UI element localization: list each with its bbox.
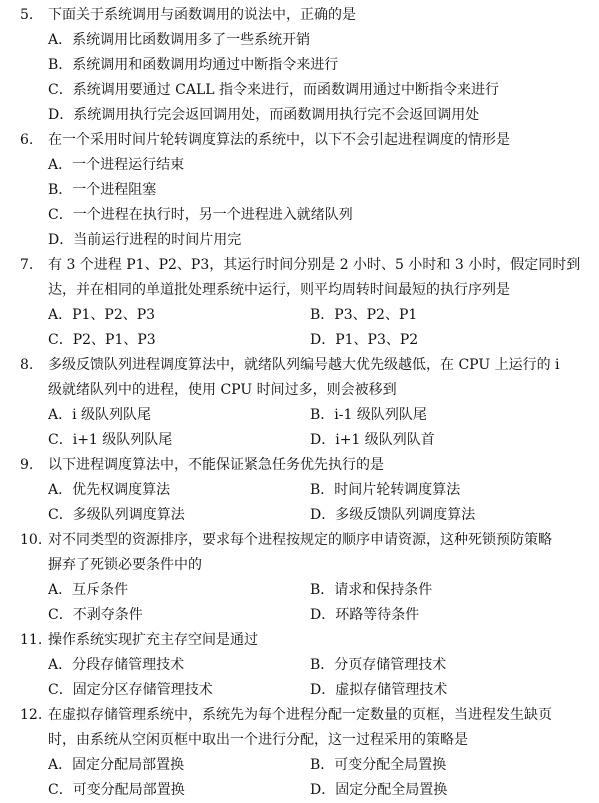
- answer-option: C．固定分区存储管理技术: [48, 682, 213, 698]
- question-stem-continuation: 时，由系统从空闲页框中取出一个进行分配，这一过程采用的策略是: [48, 732, 468, 748]
- answer-option-row: [0, 753, 599, 778]
- question-stem: [0, 3, 599, 28]
- answer-option: D．多级反馈队列调度算法: [310, 507, 476, 523]
- answer-option: B．P3、P2、P1: [310, 307, 418, 323]
- answer-option: C．不剥夺条件: [48, 607, 143, 623]
- question-stem: [0, 528, 599, 553]
- question-number: 12.: [20, 707, 43, 723]
- question-stem-text: 在虚拟存储管理系统中，系统先为每个进程分配一定数量的页框，当进程发生缺页: [48, 707, 552, 723]
- question-number: 5.: [20, 7, 34, 23]
- question-stem: [0, 628, 599, 653]
- answer-option-row: [0, 328, 599, 353]
- question-stem-text: 以下进程调度算法中，不能保证紧急任务优先执行的是: [48, 457, 384, 473]
- answer-option: D．环路等待条件: [310, 607, 420, 623]
- question-number: 8.: [20, 357, 34, 373]
- question-11: [0, 628, 599, 703]
- answer-option: A．系统调用比函数调用多了一些系统开销: [48, 32, 311, 48]
- question-stem-text: 下面关于系统调用与函数调用的说法中，正确的是: [48, 7, 356, 23]
- answer-option: C．i+1 级队列队尾: [48, 432, 173, 448]
- answer-option: D．固定分配全局置换: [310, 782, 448, 798]
- question-number: 10.: [20, 532, 43, 548]
- question-number: 6.: [20, 132, 34, 148]
- question-stem-continuation: 摒弃了死锁必要条件中的: [48, 557, 202, 573]
- question-stem: [0, 453, 599, 478]
- answer-option-row: [0, 503, 599, 528]
- answer-option: B．系统调用和函数调用均通过中断指令来进行: [48, 57, 339, 73]
- question-9: [0, 453, 599, 528]
- question-7: [0, 253, 599, 353]
- answer-option: B．分页存储管理技术: [310, 657, 447, 673]
- question-6: [0, 128, 599, 253]
- answer-option-row: [0, 653, 599, 678]
- answer-option: A．P1、P2、P3: [48, 307, 156, 323]
- answer-option-row: [0, 303, 599, 328]
- answer-option: D．虚拟存储管理技术: [310, 682, 448, 698]
- answer-option: D．P1、P3、P2: [310, 332, 419, 348]
- answer-option-row: [0, 578, 599, 603]
- answer-option: C．多级队列调度算法: [48, 507, 185, 523]
- question-stem: [0, 128, 599, 153]
- answer-option: C．P2、P1、P3: [48, 332, 156, 348]
- answer-option: B．时间片轮转调度算法: [310, 482, 461, 498]
- answer-option: A．一个进程运行结束: [48, 157, 185, 173]
- answer-option: D．系统调用执行完会返回调用处，而函数调用执行完不会返回调用处: [48, 107, 480, 123]
- question-stem-text: 对不同类型的资源排序，要求每个进程按规定的顺序申请资源，这种死锁预防策略: [48, 532, 552, 548]
- question-stem-continuation: 达，并在相同的单道批处理系统中运行，则平均周转时间最短的执行序列是: [48, 282, 510, 298]
- answer-option-row: [0, 603, 599, 628]
- question-stem-text: 有 3 个进程 P1、P2、P3，其运行时间分别是 2 小时、5 小时和 3 小时，假定同时到: [48, 257, 581, 273]
- question-number: 9.: [20, 457, 34, 473]
- answer-option-row: [0, 678, 599, 703]
- answer-option: A．分段存储管理技术: [48, 657, 185, 673]
- question-8: [0, 353, 599, 453]
- question-stem-continuation: 级就绪队列中的进程，使用 CPU 时间过多，则会被移到: [48, 382, 397, 398]
- answer-option: B．请求和保持条件: [310, 582, 433, 598]
- question-number: 7.: [20, 257, 34, 273]
- answer-option: A．优先权调度算法: [48, 482, 171, 498]
- answer-option-row: [0, 778, 599, 803]
- answer-option-row: [0, 428, 599, 453]
- answer-option-row: [0, 478, 599, 503]
- answer-option: B．可变分配全局置换: [310, 757, 447, 773]
- question-stem: [0, 703, 599, 728]
- answer-option: A．i 级队列队尾: [48, 407, 152, 423]
- answer-option: B．一个进程阻塞: [48, 182, 157, 198]
- question-10: [0, 528, 599, 628]
- question-5: [0, 3, 599, 128]
- answer-option: C．系统调用要通过 CALL 指令来进行，而函数调用通过中断指令来进行: [48, 82, 500, 98]
- answer-option: C．一个进程在执行时，另一个进程进入就绪队列: [48, 207, 353, 223]
- question-stem: [0, 353, 599, 378]
- question-12: [0, 703, 599, 803]
- answer-option: D．当前运行进程的时间片用完: [48, 232, 242, 248]
- question-number: 11.: [20, 632, 43, 648]
- answer-option-row: [0, 403, 599, 428]
- question-stem: [0, 253, 599, 278]
- answer-option: A．互斥条件: [48, 582, 129, 598]
- question-stem-text: 操作系统实现扩充主存空间是通过: [48, 632, 258, 648]
- answer-option: B．i-1 级队列队尾: [310, 407, 427, 423]
- answer-option: C．可变分配局部置换: [48, 782, 185, 798]
- answer-option: D．i+1 级队列队首: [310, 432, 435, 448]
- answer-option: A．固定分配局部置换: [48, 757, 185, 773]
- question-stem-text: 在一个采用时间片轮转调度算法的系统中，以下不会引起进程调度的情形是: [48, 132, 510, 148]
- question-stem-text: 多级反馈队列进程调度算法中，就绪队列编号越大优先级越低，在 CPU 上运行的 i: [48, 357, 560, 373]
